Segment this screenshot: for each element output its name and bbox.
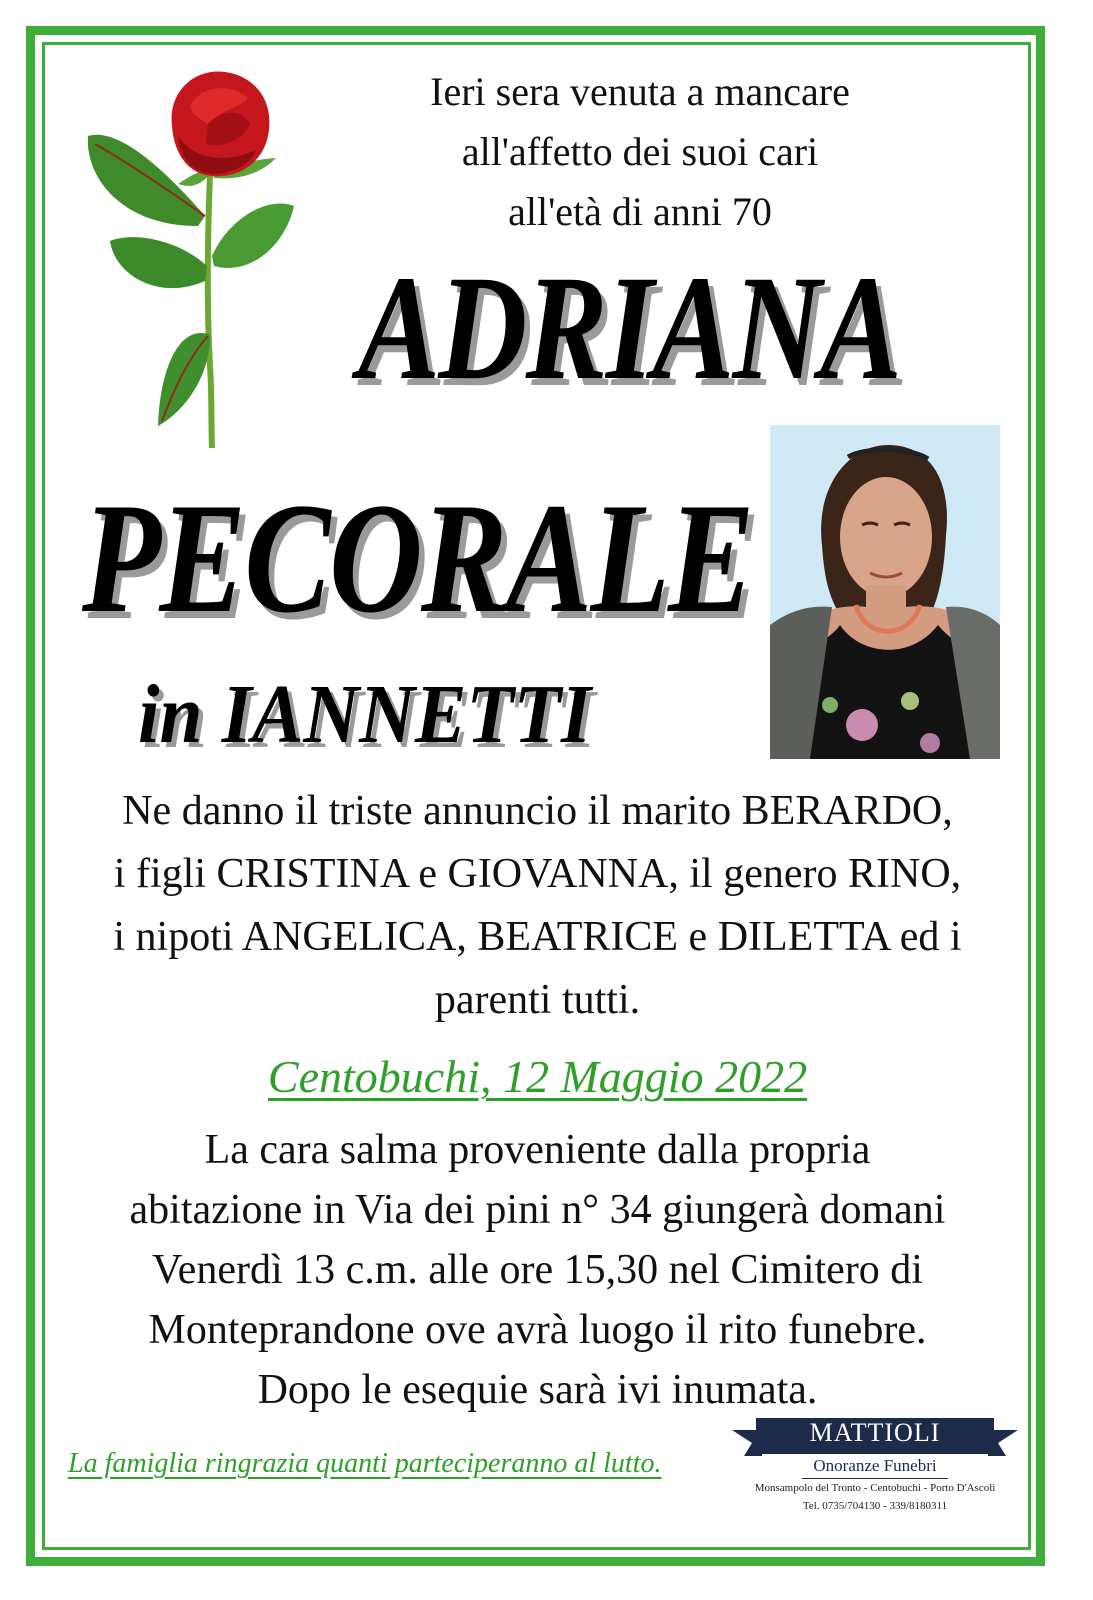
logo-divider [802, 1478, 948, 1479]
funeral-line: Dopo le esequie sarà ivi inumata. [257, 1367, 818, 1413]
funeral-home-locations: Monsampolo del Tronto - Centobuchi - Porto D'Ascoli [754, 1482, 996, 1494]
thanks-text: La famiglia ringrazia quanti parteciperanno al lutto. [68, 1448, 662, 1479]
funeral-home-logo [732, 1414, 1018, 1526]
announcement-line: i figli CRISTINA e GIOVANNA, il genero RINO, [113, 851, 962, 897]
last-name: PECORALE [82, 471, 753, 646]
funeral-line: La cara salma proveniente dalla propria [204, 1127, 871, 1173]
rose-icon [80, 66, 300, 450]
announcement-line: i nipoti ANGELICA, BEATRICE e DILETTA ed i [113, 914, 962, 960]
funeral-line: Venerdì 13 c.m. alle ore 15,30 nel Cimitero di [152, 1247, 923, 1293]
announcement-line: Ne danno il triste annuncio il marito BERARDO, [122, 788, 953, 834]
married-name: in IANNETTI [138, 668, 592, 761]
funeral-details [40, 1120, 1035, 1420]
funeral-home-phone: Tel. 0735/704130 - 339/8180311 [802, 1500, 948, 1512]
intro-line: all'età di anni 70 [508, 189, 772, 234]
announcement-line: parenti tutti. [434, 977, 641, 1023]
intro-line: all'affetto dei suoi cari [461, 129, 819, 174]
announcement-text [50, 780, 1025, 1032]
funeral-line: abitazione in Via dei pini n° 34 giungerà domani [129, 1187, 946, 1233]
place-date-text: Centobuchi, 12 Maggio 2022 [267, 1051, 808, 1102]
place-date [180, 1050, 895, 1103]
intro-text [340, 62, 940, 242]
first-name: ADRIANA [358, 245, 901, 411]
funeral-home-name: MATTIOLI [809, 1418, 941, 1447]
funeral-line: Monteprandone ove avrà luogo il rito funebre. [148, 1307, 927, 1353]
funeral-home-subtitle: Onoranze Funebri [813, 1456, 937, 1475]
portrait-photo [770, 425, 1000, 759]
portrait-icon [770, 425, 1000, 759]
intro-line: Ieri sera venuta a mancare [430, 69, 850, 114]
